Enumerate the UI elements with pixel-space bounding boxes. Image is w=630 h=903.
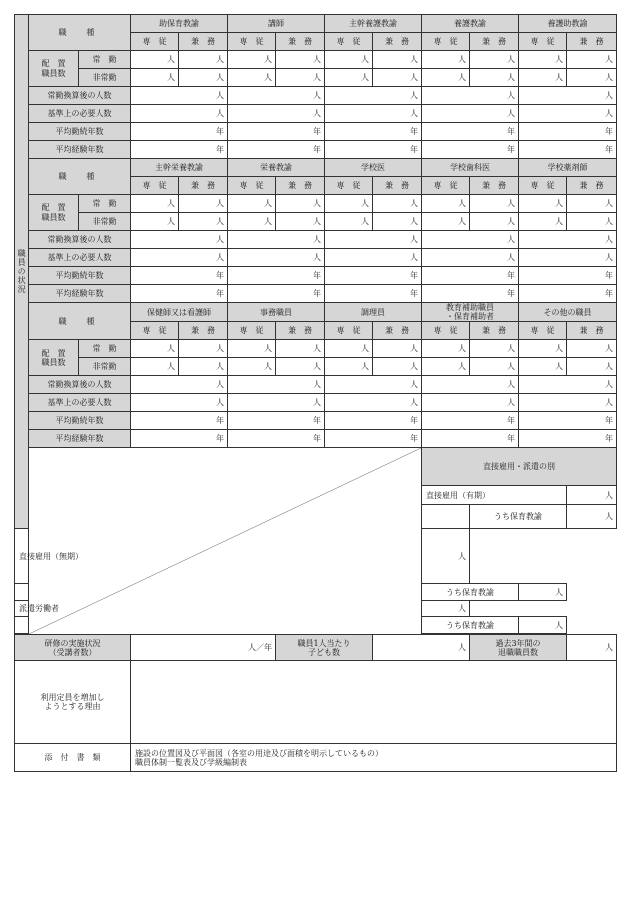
value-cell[interactable]: 人 (276, 69, 325, 87)
row-label: 平均経験年数 (29, 141, 131, 159)
attachment-label: 添 付 書 類 (15, 744, 131, 772)
value-cell[interactable]: 人 (179, 358, 228, 376)
kenmu-header: 兼 務 (567, 33, 617, 51)
value-cell[interactable]: 人 (276, 195, 325, 213)
kenmu-header: 兼 務 (179, 177, 228, 195)
value-cell[interactable]: 年 (131, 123, 228, 141)
diagonal-blank (29, 448, 422, 635)
attachment-item: 施設の位置図及び平面図（各室の用途及び面積を明示しているもの） (135, 748, 383, 758)
kenmu-header: 兼 務 (373, 322, 422, 340)
ratio-label: 職員1人当たり 子ども数 (276, 635, 373, 661)
value-cell[interactable]: 人 (228, 376, 325, 394)
value-cell[interactable]: 人 (373, 195, 422, 213)
role-header: 職 種 (29, 303, 131, 340)
role-header: 職 種 (29, 159, 131, 195)
value-cell[interactable]: 人 (422, 376, 519, 394)
value-cell[interactable]: 年 (228, 285, 325, 303)
row-label: 基準上の必要人数 (29, 249, 131, 267)
senju-header: 専 従 (228, 177, 276, 195)
row-label: 平均経験年数 (29, 285, 131, 303)
value-cell[interactable]: 人 (373, 213, 422, 231)
row-label: 平均経験年数 (29, 430, 131, 448)
value-cell[interactable]: 人 (567, 195, 617, 213)
value-cell[interactable]: 人 (422, 249, 519, 267)
senju-header: 専 従 (519, 322, 567, 340)
value-cell[interactable]: 人 (422, 87, 519, 105)
value-cell[interactable]: 人 (373, 358, 422, 376)
haichi-label: 配 置 職員数 (29, 195, 79, 231)
value-cell[interactable]: 人 (131, 51, 179, 69)
training-label: 研修の実施状況 （受講者数） (15, 635, 131, 661)
kenmu-header: 兼 務 (179, 322, 228, 340)
value-cell[interactable]: 人 (325, 231, 422, 249)
value-cell[interactable]: 人 (228, 51, 276, 69)
haichi-label: 配 置 職員数 (29, 51, 79, 87)
role-name: 養護助教諭 (519, 15, 617, 33)
indent-cell (15, 617, 29, 634)
value-cell[interactable]: 人 (228, 105, 325, 123)
dispatch-muki-label: 直接雇用（無期） (15, 529, 131, 584)
value-cell[interactable]: 人 (422, 601, 470, 617)
senju-header: 専 従 (422, 322, 470, 340)
jokin-label: 常 勤 (79, 51, 131, 69)
value-cell[interactable]: 年 (228, 267, 325, 285)
kenmu-header: 兼 務 (276, 33, 325, 51)
value-cell[interactable]: 年 (325, 141, 422, 159)
hijokin-label: 非常勤 (79, 358, 131, 376)
value-cell[interactable]: 年 (131, 141, 228, 159)
reason-label: 利用定員を増加し ようとする理由 (15, 661, 131, 744)
value-cell[interactable]: 人 (325, 69, 373, 87)
value-cell[interactable]: 人 (567, 51, 617, 69)
value-cell[interactable]: 年 (519, 430, 617, 448)
value-cell[interactable]: 人 (228, 340, 276, 358)
value-cell[interactable]: 人 (179, 340, 228, 358)
value-cell[interactable]: 人 (131, 105, 228, 123)
row-label: 平均勤続年数 (29, 267, 131, 285)
senju-header: 専 従 (325, 322, 373, 340)
dispatch-haken-label: 派遣労働者 (15, 601, 131, 617)
kenmu-header: 兼 務 (470, 33, 519, 51)
section-label: 職員の状況 (15, 15, 29, 529)
value-cell[interactable]: 人 (470, 213, 519, 231)
value-cell[interactable]: 人 (276, 358, 325, 376)
role-name: 栄養教諭 (228, 159, 325, 177)
value-cell[interactable]: 人 (228, 394, 325, 412)
value-cell[interactable]: 人 (228, 231, 325, 249)
value-cell[interactable]: 人 (325, 105, 422, 123)
value-cell[interactable]: 人 (519, 87, 617, 105)
dispatch-uchi-label: うち保育教諭 (470, 505, 567, 529)
retire-label: 過去3年間の 退職職員数 (470, 635, 567, 661)
value-cell[interactable]: 年 (131, 285, 228, 303)
value-cell[interactable]: 人 (131, 213, 179, 231)
value-cell[interactable]: 人 (567, 69, 617, 87)
value-cell[interactable]: 人 (519, 69, 567, 87)
row-label: 常勤換算後の人数 (29, 87, 131, 105)
value-cell[interactable]: 人 (470, 340, 519, 358)
value-cell[interactable]: 人 (325, 51, 373, 69)
value-cell[interactable]: 人 (567, 213, 617, 231)
value-cell[interactable]: 人 (567, 340, 617, 358)
kenmu-header: 兼 務 (567, 322, 617, 340)
role-name: 養護教諭 (422, 15, 519, 33)
hijokin-label: 非常勤 (79, 69, 131, 87)
indent-cell (422, 505, 470, 529)
retire-value[interactable]: 人 (567, 635, 617, 661)
value-cell[interactable]: 人 (422, 394, 519, 412)
row-label: 平均勤続年数 (29, 123, 131, 141)
dispatch-uchi-label: うち保育教諭 (422, 584, 519, 601)
value-cell[interactable]: 人 (567, 358, 617, 376)
value-cell[interactable]: 人 (131, 358, 179, 376)
value-cell[interactable]: 年 (422, 267, 519, 285)
value-cell[interactable]: 人 (228, 358, 276, 376)
value-cell[interactable]: 人 (276, 340, 325, 358)
role-name: 主幹栄養教諭 (131, 159, 228, 177)
value-cell[interactable]: 人 (325, 376, 422, 394)
value-cell[interactable]: 人 (422, 105, 519, 123)
value-cell[interactable]: 年 (131, 412, 228, 430)
value-cell[interactable]: 年 (325, 123, 422, 141)
dispatch-uchi-label: うち保育教諭 (422, 617, 519, 634)
value-cell[interactable]: 人 (519, 376, 617, 394)
value-cell[interactable]: 年 (519, 412, 617, 430)
value-cell[interactable]: 人 (325, 87, 422, 105)
senju-header: 専 従 (422, 33, 470, 51)
reason-input[interactable] (131, 661, 617, 744)
role-name: 助保育教諭 (131, 15, 228, 33)
value-cell[interactable]: 年 (228, 412, 325, 430)
value-cell[interactable]: 年 (422, 430, 519, 448)
value-cell[interactable]: 人 (422, 213, 470, 231)
value-cell[interactable]: 人 (131, 231, 228, 249)
value-cell[interactable]: 人 (470, 195, 519, 213)
senju-header: 専 従 (422, 177, 470, 195)
role-name: 事務職員 (228, 303, 325, 322)
role-name: その他の職員 (519, 303, 617, 322)
value-cell[interactable]: 人 (422, 195, 470, 213)
value-cell[interactable]: 人 (519, 249, 617, 267)
value-cell[interactable]: 人 (373, 69, 422, 87)
value-cell[interactable]: 人 (228, 87, 325, 105)
role-name: 学校医 (325, 159, 422, 177)
value-cell[interactable]: 人 (179, 213, 228, 231)
value-cell[interactable]: 人 (276, 213, 325, 231)
value-cell[interactable]: 年 (325, 285, 422, 303)
kenmu-header: 兼 務 (276, 322, 325, 340)
value-cell[interactable]: 人 (228, 69, 276, 87)
role-header: 職 種 (29, 15, 131, 51)
value-cell[interactable]: 人 (325, 394, 422, 412)
dispatch-yuki-label: 直接雇用（有期） (422, 486, 567, 505)
value-cell[interactable]: 人 (228, 249, 325, 267)
role-name: 主幹養護教諭 (325, 15, 422, 33)
value-cell[interactable]: 人 (325, 340, 373, 358)
value-cell[interactable]: 人 (131, 394, 228, 412)
indent-cell (15, 584, 29, 601)
senju-header: 専 従 (228, 33, 276, 51)
value-cell[interactable]: 人 (470, 69, 519, 87)
value-cell[interactable]: 人 (519, 617, 567, 634)
value-cell[interactable]: 人 (519, 340, 567, 358)
value-cell[interactable]: 人 (470, 358, 519, 376)
value-cell[interactable]: 人 (422, 529, 470, 584)
row-label: 平均勤続年数 (29, 412, 131, 430)
kenmu-header: 兼 務 (470, 322, 519, 340)
value-cell[interactable]: 人 (470, 51, 519, 69)
value-cell[interactable]: 年 (325, 267, 422, 285)
jokin-label: 常 勤 (79, 340, 131, 358)
value-cell[interactable]: 人 (422, 51, 470, 69)
kenmu-header: 兼 務 (373, 33, 422, 51)
staff-status-form (14, 14, 616, 795)
senju-header: 専 従 (228, 322, 276, 340)
senju-header: 専 従 (325, 33, 373, 51)
value-cell[interactable]: 人 (519, 584, 567, 601)
senju-header: 専 従 (131, 33, 179, 51)
training-value[interactable]: 人／年 (131, 635, 276, 661)
kenmu-header: 兼 務 (373, 177, 422, 195)
row-label: 基準上の必要人数 (29, 105, 131, 123)
value-cell[interactable]: 年 (422, 412, 519, 430)
attachment-list (131, 744, 617, 772)
role-name: 学校薬剤師 (519, 159, 617, 177)
haichi-label: 配 置 職員数 (29, 340, 79, 376)
value-cell[interactable]: 人 (179, 195, 228, 213)
value-cell[interactable]: 年 (131, 430, 228, 448)
jokin-label: 常 勤 (79, 195, 131, 213)
value-cell[interactable]: 年 (519, 267, 617, 285)
value-cell[interactable]: 年 (519, 285, 617, 303)
value-cell[interactable]: 人 (325, 249, 422, 267)
value-cell[interactable]: 年 (131, 267, 228, 285)
value-cell[interactable]: 人 (519, 213, 567, 231)
value-cell[interactable]: 年 (228, 430, 325, 448)
kenmu-header: 兼 務 (567, 177, 617, 195)
diagonal-line (29, 448, 421, 634)
senju-header: 専 従 (519, 177, 567, 195)
value-cell[interactable]: 年 (519, 123, 617, 141)
value-cell[interactable]: 人 (276, 51, 325, 69)
value-cell[interactable]: 年 (519, 141, 617, 159)
value-cell[interactable]: 人 (325, 195, 373, 213)
kenmu-header: 兼 務 (470, 177, 519, 195)
kenmu-header: 兼 務 (179, 33, 228, 51)
senju-header: 専 従 (325, 177, 373, 195)
dispatch-title: 直接雇用・派遣の別 (422, 448, 617, 486)
value-cell[interactable]: 人 (179, 69, 228, 87)
value-cell[interactable]: 人 (131, 69, 179, 87)
value-cell[interactable]: 人 (131, 340, 179, 358)
value-cell[interactable]: 年 (325, 412, 422, 430)
value-cell[interactable]: 人 (131, 195, 179, 213)
value-cell[interactable]: 人 (228, 213, 276, 231)
value-cell[interactable]: 人 (567, 505, 617, 529)
role-name: 学校歯科医 (422, 159, 519, 177)
value-cell[interactable]: 人 (131, 249, 228, 267)
value-cell[interactable]: 年 (422, 123, 519, 141)
value-cell[interactable]: 人 (422, 69, 470, 87)
value-cell[interactable]: 人 (131, 87, 228, 105)
value-cell[interactable]: 人 (519, 358, 567, 376)
role-name: 教育補助職員 ・保育補助者 (422, 303, 519, 322)
ratio-value[interactable]: 人 (373, 635, 470, 661)
staff-table (14, 14, 617, 772)
value-cell[interactable]: 人 (519, 105, 617, 123)
value-cell[interactable]: 年 (325, 430, 422, 448)
value-cell[interactable]: 人 (373, 51, 422, 69)
role-name: 調理員 (325, 303, 422, 322)
value-cell[interactable]: 年 (228, 123, 325, 141)
senju-header: 専 従 (131, 322, 179, 340)
value-cell[interactable]: 人 (325, 213, 373, 231)
attachment-item: 職員体制一覧表及び学級編制表 (135, 757, 247, 767)
value-cell[interactable]: 人 (179, 51, 228, 69)
row-label: 常勤換算後の人数 (29, 231, 131, 249)
value-cell[interactable]: 人 (567, 486, 617, 505)
value-cell[interactable]: 年 (422, 285, 519, 303)
value-cell[interactable]: 人 (519, 231, 617, 249)
kenmu-header: 兼 務 (276, 177, 325, 195)
role-name: 講師 (228, 15, 325, 33)
senju-header: 専 従 (519, 33, 567, 51)
row-label: 常勤換算後の人数 (29, 376, 131, 394)
value-cell[interactable]: 人 (131, 376, 228, 394)
value-cell[interactable]: 人 (519, 394, 617, 412)
row-label: 基準上の必要人数 (29, 394, 131, 412)
value-cell[interactable]: 人 (422, 340, 470, 358)
value-cell[interactable]: 人 (325, 358, 373, 376)
role-name: 保健師又は看護師 (131, 303, 228, 322)
value-cell[interactable]: 年 (228, 141, 325, 159)
value-cell[interactable]: 人 (422, 358, 470, 376)
value-cell[interactable]: 人 (519, 51, 567, 69)
hijokin-label: 非常勤 (79, 213, 131, 231)
value-cell[interactable]: 人 (519, 195, 567, 213)
value-cell[interactable]: 人 (228, 195, 276, 213)
value-cell[interactable]: 人 (373, 340, 422, 358)
value-cell[interactable]: 年 (422, 141, 519, 159)
value-cell[interactable]: 人 (422, 231, 519, 249)
senju-header: 専 従 (131, 177, 179, 195)
